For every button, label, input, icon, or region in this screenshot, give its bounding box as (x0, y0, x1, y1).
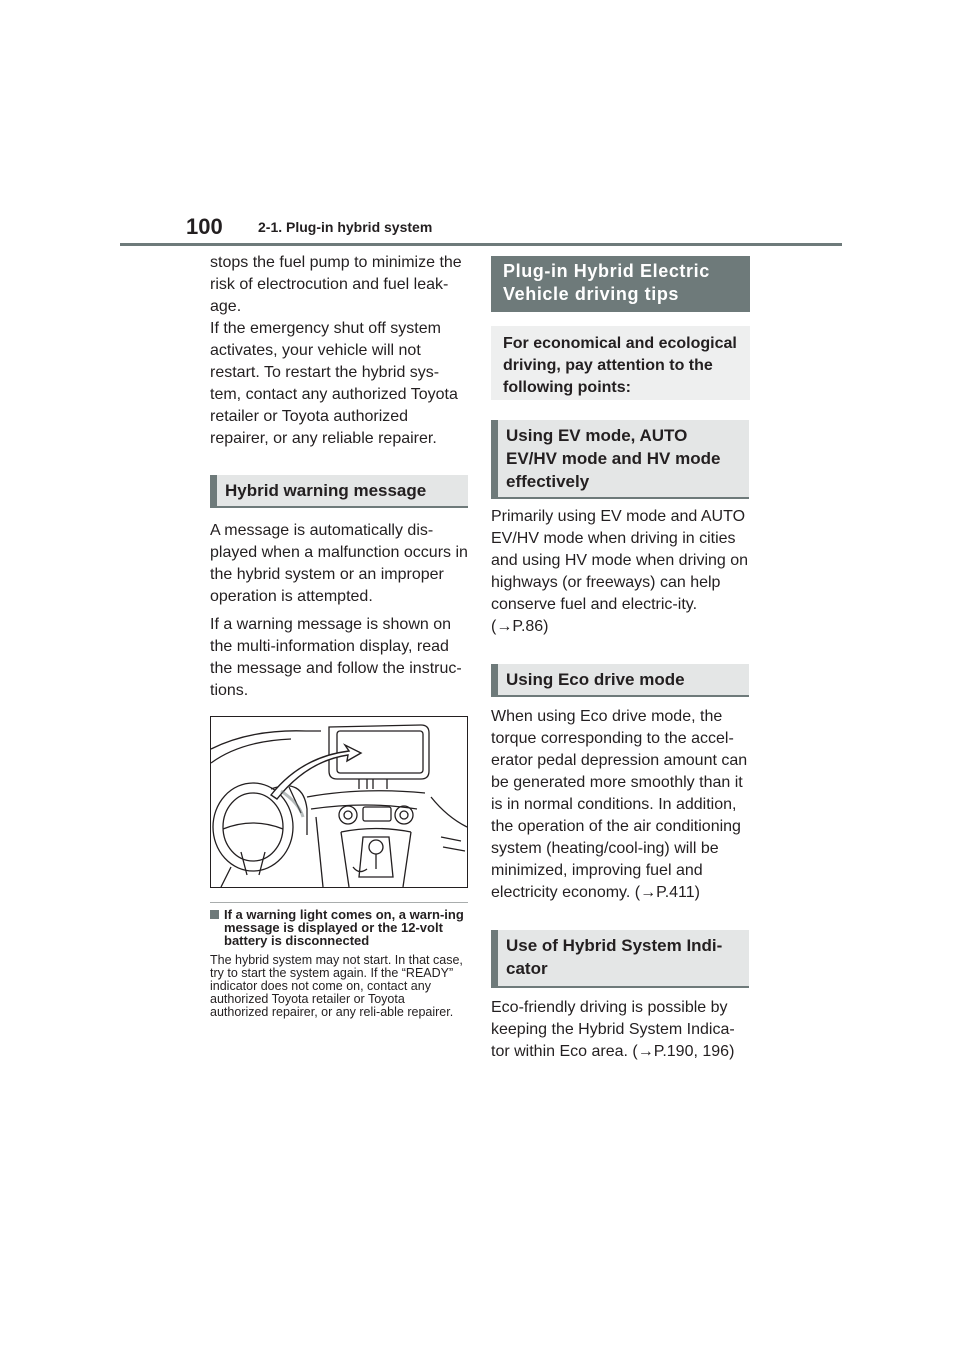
lead-text: For economical and ecological driving, pay attention to the following points: (503, 335, 737, 396)
ev-mode-text: Primarily using EV mode and AUTO EV/HV mode when driving in cities and using HV mode when driving on highways (or freeways) can help conserve fuel and electric-ity. (→P.86) (491, 508, 749, 635)
dashboard-drawing (211, 717, 467, 887)
page-number: 100 (186, 214, 223, 239)
warning-paragraph-2: If a warning message is shown on the multi-information display, read the message and follow the instruc-tions. (210, 616, 462, 699)
eco-drive-heading-text: Using Eco drive mode (506, 670, 685, 689)
eco-drive-text: When using Eco drive mode, the torque corresponding to the accel-erator pedal depression amount can be generated more smoothly than it is in normal conditions. In addition, the operation of the air conditioning system (heating/cool-ing) will be minimized, improving fuel and electricity economy. (→P.411) (491, 708, 748, 901)
pointer-arrow (271, 745, 361, 799)
warning-paragraph-1: A message is automatically dis-played when a malfunction occurs in the hybrid system or an improper operation is attempted. (210, 522, 468, 605)
hybrid-warning-heading (210, 475, 468, 508)
ev-mode-heading (491, 420, 749, 499)
intro-paragraph: stops the fuel pump to minimize the risk of electrocution and fuel leak-age. If the emergency shut off system activates, your vehicle will not restart. To restart the hybrid sys-tem, contact any authorized Toyota retailer or Toyota authorized repairer, or any reliable repairer. (210, 254, 462, 447)
driving-tips-title (491, 256, 750, 312)
left-column (210, 252, 472, 1019)
note-heading-text: If a warning light comes on, a warn-ing message is displayed or the 12-volt battery is disconnected (224, 907, 464, 948)
hybrid-warning-heading-text: Hybrid warning message (225, 481, 427, 500)
note-rule (210, 902, 468, 903)
note-text: The hybrid system may not start. In that case, try to start the system again. If the “READY” indicator does not come on, contact any authorized Toyota retailer or Toyota authorized repairer, or any reli-able repairer. (210, 953, 463, 1019)
note-heading (210, 908, 466, 947)
right-column (491, 256, 751, 1063)
note-square-icon (210, 910, 219, 919)
header-rule (120, 243, 842, 246)
hybrid-indicator-heading-text: Use of Hybrid System Indi-cator (506, 936, 723, 978)
section-label: 2-1. Plug-in hybrid system (258, 219, 433, 235)
driving-tips-title-text: Plug-in Hybrid Electric Vehicle driving tips (503, 261, 710, 304)
hybrid-indicator-text: Eco-friendly driving is possible by keeping the Hybrid System Indica-tor within Eco area. (→P.190, 196) (491, 999, 735, 1060)
hybrid-indicator-heading (491, 930, 749, 988)
lead-box (491, 326, 750, 400)
ev-mode-heading-text: Using EV mode, AUTO EV/HV mode and HV mode effectively (506, 426, 721, 491)
eco-drive-heading (491, 664, 749, 697)
dashboard-illustration (210, 716, 468, 888)
